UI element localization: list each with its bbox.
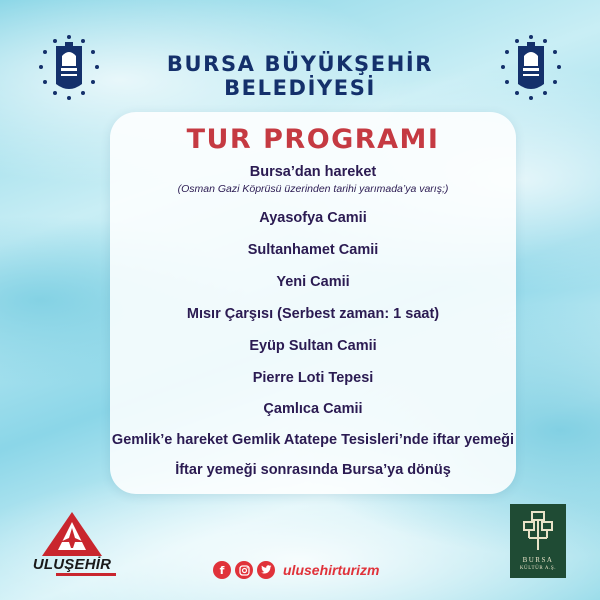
social-handle[interactable]: ulusehirturizm xyxy=(283,562,380,578)
program-item: Mısır Çarşısı (Serbest zaman: 1 saat) xyxy=(186,306,440,322)
bursa-kultur-logo xyxy=(510,504,566,578)
bursa-kultur-sub: KÜLTÜR A.Ş. xyxy=(519,566,557,571)
plane-triangle-icon xyxy=(26,508,118,558)
program-item-return: İftar yemeği sonrasında Bursa’ya dönüş xyxy=(175,462,451,478)
tree-emblem-icon xyxy=(510,504,566,554)
twitter-icon[interactable] xyxy=(257,561,275,579)
program-item-departure: Bursa’dan hareket xyxy=(249,164,377,180)
program-item: Sultanhamet Camii xyxy=(247,242,379,258)
tour-program-card xyxy=(110,112,516,494)
bursa-emblem-icon xyxy=(34,32,104,104)
ulusehir-logo-text: ULUŞEHİR xyxy=(32,556,112,573)
program-item: Çamlıca Camii xyxy=(263,401,363,417)
program-title: TUR PROGRAMI xyxy=(186,124,440,155)
municipality-title: BURSA BÜYÜKŞEHİR BELEDİYESİ xyxy=(166,52,434,100)
program-item: Pierre Loti Tepesi xyxy=(252,370,374,386)
logo-underline xyxy=(56,573,116,576)
program-item-note: (Osman Gazi Köprüsü üzerinden tarihi yarımada’ya varış;) xyxy=(177,183,449,195)
instagram-icon[interactable] xyxy=(235,561,253,579)
bursa-emblem-icon xyxy=(496,32,566,104)
program-item: Yeni Camii xyxy=(276,274,350,290)
program-item: Gemlik’e hareket Gemlik Atatepe Tesisleri’nde iftar yemeği xyxy=(111,432,515,448)
program-item: Ayasofya Camii xyxy=(259,210,367,226)
program-item: Eyüp Sultan Camii xyxy=(249,338,377,354)
facebook-icon[interactable]: f xyxy=(213,561,231,579)
bursa-kultur-name: BURSA xyxy=(522,556,554,564)
header xyxy=(0,32,600,104)
social-links xyxy=(213,560,379,580)
ulusehir-logo xyxy=(26,508,118,580)
